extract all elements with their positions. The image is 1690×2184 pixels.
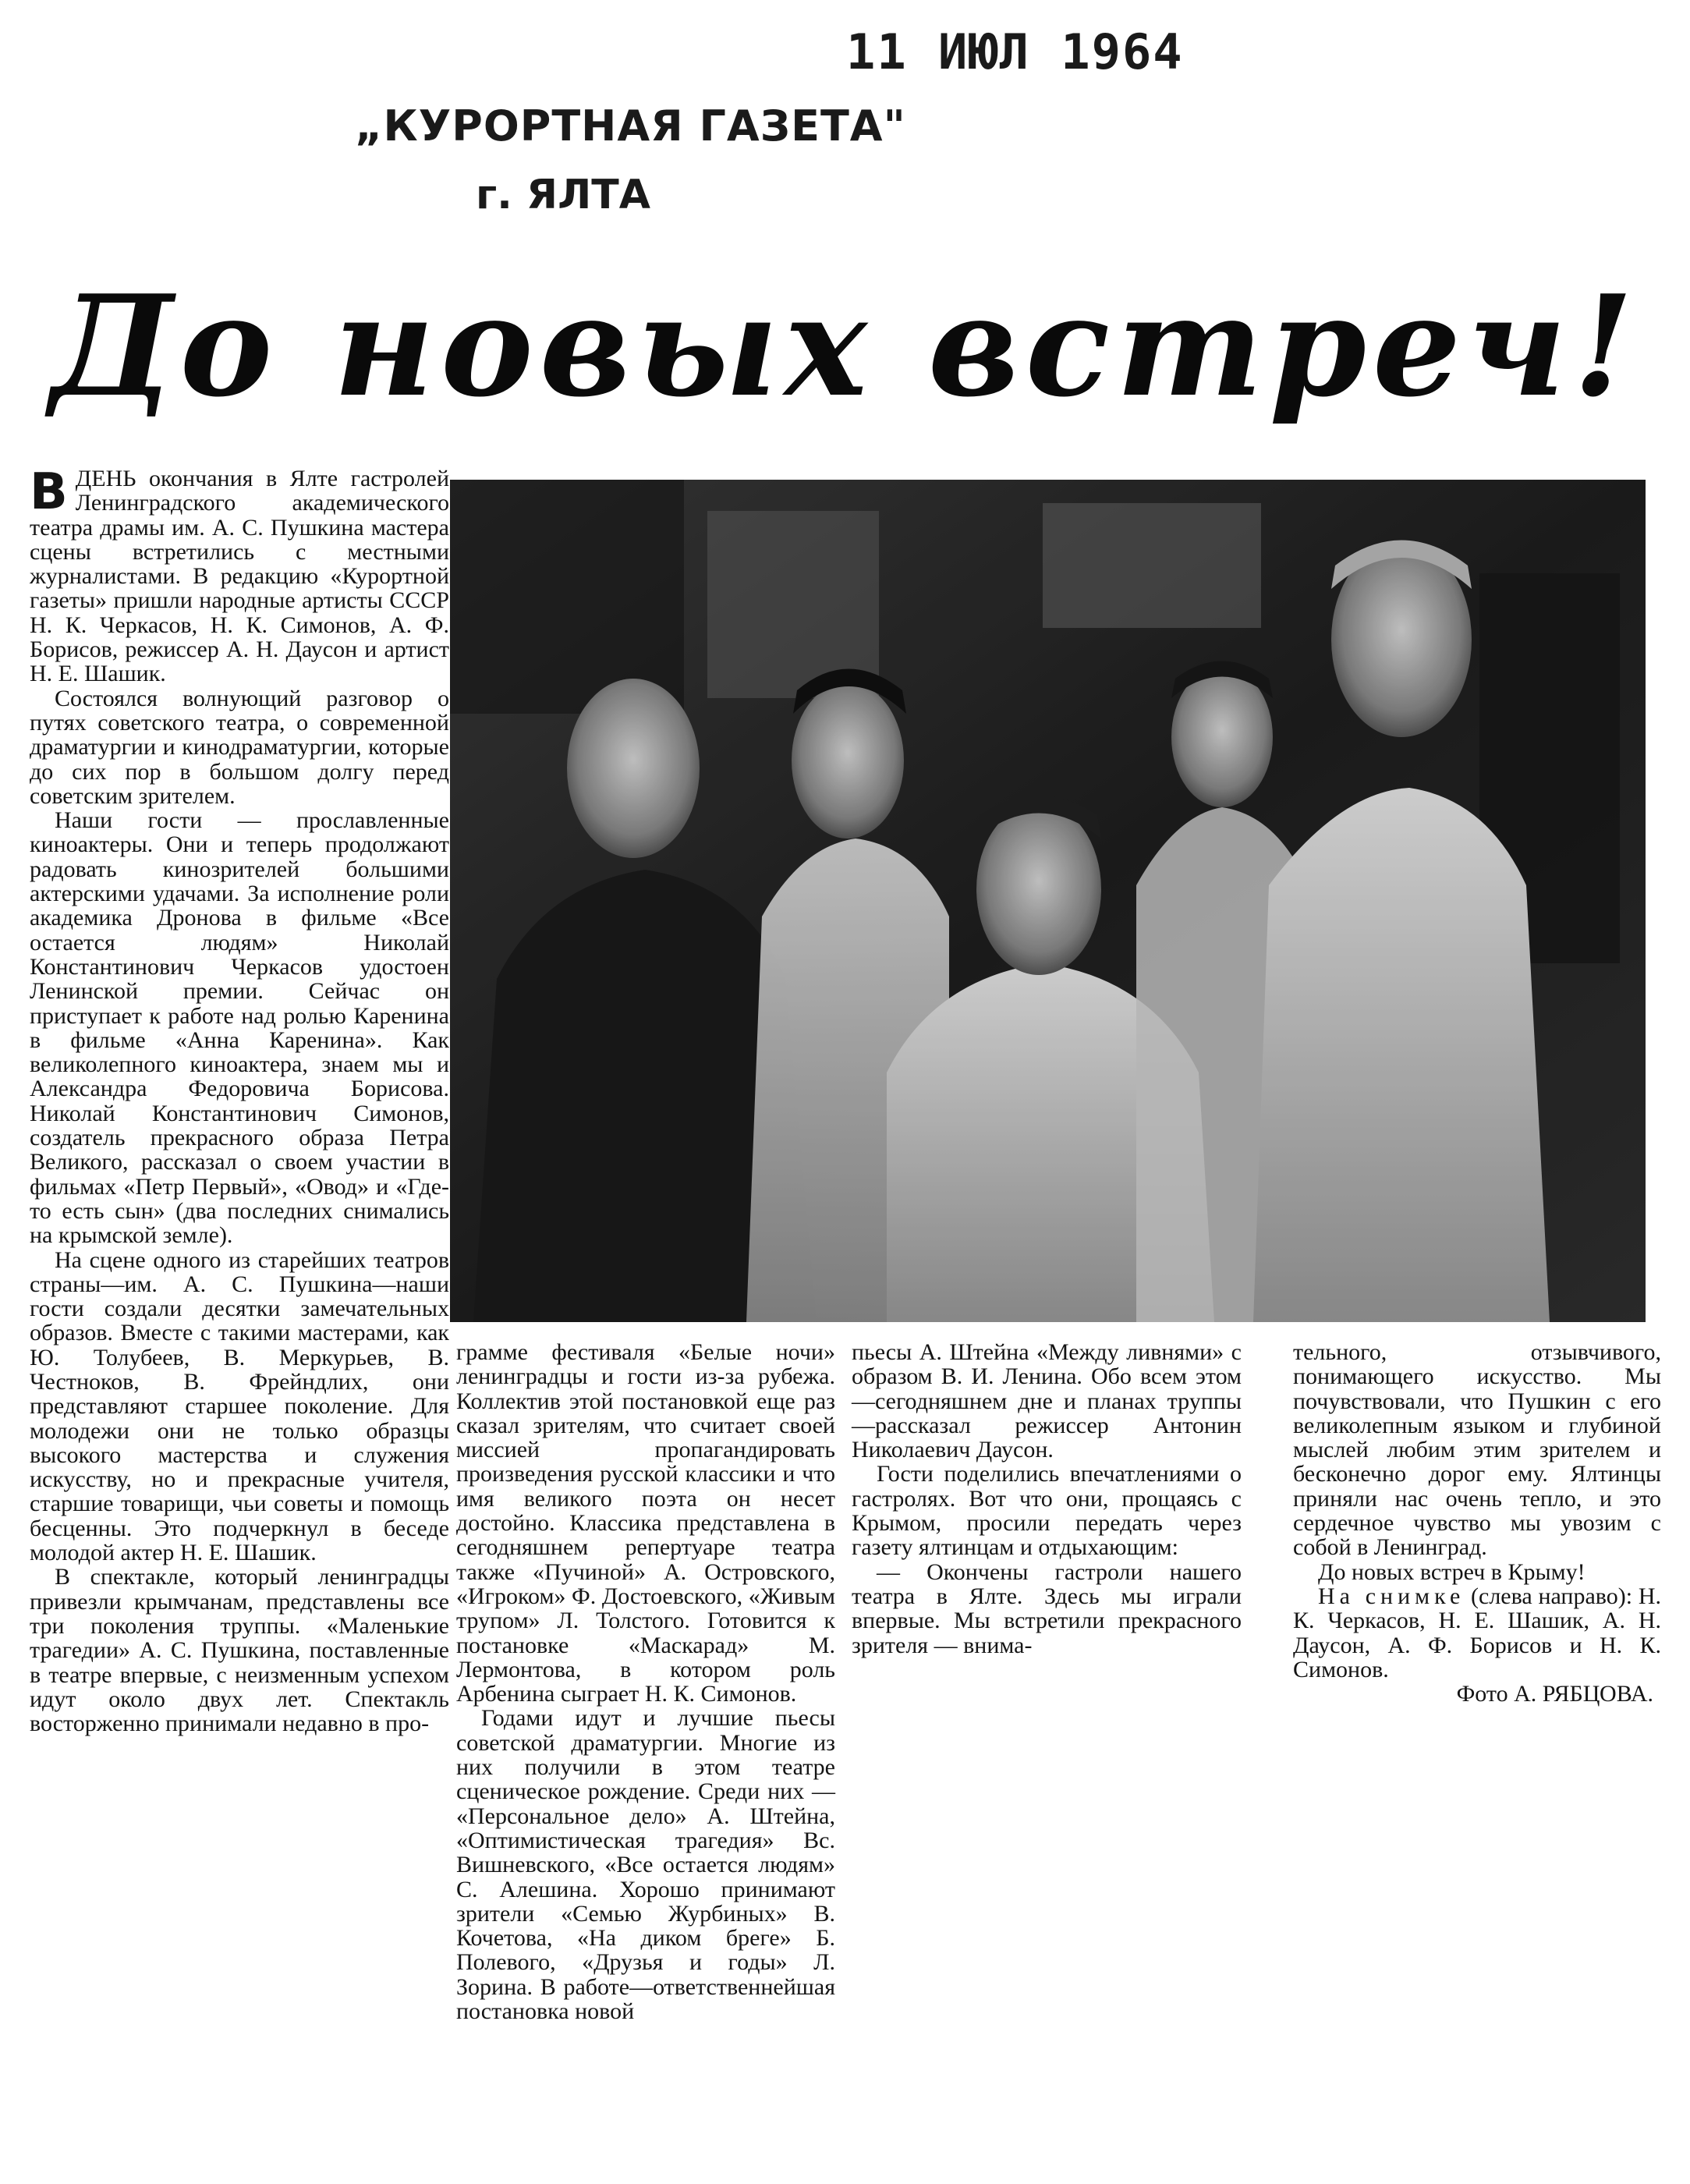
paragraph: ДЕНЬ окончания в Ялте гастролей Ленинградского академического театра драмы им. А. С. Пушкина мастера сцены встретились с местными журналистами. В редакцию «Курортной газеты» пришли народные артисты СССР Н. К. Черкасов, Н. К. Симонов, А. Ф. Борисов, режиссер А. Н. Даусон и артист Н. Е. Шашик.: [30, 466, 449, 687]
paragraph: Гости поделились впечатлениями о гастролях. Вот что они, прощаясь с Крымом, просили передать через газету ялтинцам и отдыхающим:: [852, 1461, 1242, 1561]
stamp-date: 11 ИЮЛ 1964: [846, 23, 1184, 80]
closing-line: До новых встреч в Крыму!: [1318, 1558, 1585, 1585]
stamp-city: г. ЯЛТА: [476, 172, 650, 218]
caption-lead: На снимке: [1318, 1583, 1465, 1609]
drop-cap: В: [30, 463, 68, 521]
article-column-3: [852, 1340, 1242, 1658]
stamp-newspaper-name: „КУРОРТНАЯ ГАЗЕТА": [355, 101, 906, 151]
photo-caption: [1293, 1584, 1661, 1682]
paragraph: пьесы А. Штейна «Между ливнями» с образом В. И. Ленина. Обо всем этом—сегодняшнем дне и планах труппы—рассказал режиссер Антонин Николаевич Даусон.: [852, 1339, 1242, 1463]
headline: До новых встреч!: [50, 264, 1640, 427]
caption-text: (слева направо): Н. К. Черкасов, Н. Е. Шашик, А. Н. Даусон, А. Ф. Борисов и Н. К. Симонов.: [1293, 1583, 1661, 1682]
photo-credit: Фото А. РЯБЦОВА.: [1456, 1681, 1653, 1707]
paragraph: Состоялся волнующий разговор о путях советского театра, о современной драматургии и кинодраматургии, которые до сих пор в большом долгу перед советским зрителем.: [30, 685, 449, 809]
paragraph: Наши гости — прославленные киноактеры. Они и теперь продолжают радовать кинозрителей большими актерскими удачами. За исполнение роли академика Дронова в фильме «Все остается людям» Николай Константинович Черкасов удостоен Ленинской премии. Сейчас он приступает к работе над ролью Каренина в фильме «Анна Каренина». Как великолепного киноактера, знаем мы и Александра Федоровича Борисова. Николай Константинович Симонов, создатель прекрасного образа Петра Великого, рассказал о своем участии в фильмах «Петр Первый», «Овод» и «Где-то есть сын» (два последних снимались на крымской земле).: [30, 807, 449, 1249]
article-column-2: [456, 1340, 835, 2023]
paragraph: На сцене одного из старейших театров страны—им. А. С. Пушкина—наши гости создали десятки замечательных образов. Вместе с такими мастерами, как Ю. Толубеев, В. Меркурьев, В. Честноков, В. Фрейндлих, они представляют старшее поколение. Для молодежи они не только образцы высокого мастерства и служения искусству, но и прекрасные учителя, старшие товарищи, чьи советы и помощь бесценны. Это подчеркнул в беседе молодой актер Н. Е. Шашик.: [30, 1246, 449, 1566]
article-column-1: [30, 463, 449, 1737]
paragraph: — Окончены гастроли нашего театра в Ялте. Здесь мы играли впервые. Мы встретили прекрасного зрителя — внима-: [852, 1558, 1242, 1658]
paragraph: Годами идут и лучшие пьесы советской драматургии. Многие из них получили в этом театре сценическое рождение. Среди них — «Персональное дело» А. Штейна, «Оптимистическая трагедия» Вс. Вишневского, «Все остается людям» С. Алешина. Хорошо принимают зрители «Семью Журбиных» В. Кочетова, «На диком бреге» Б. Полевого, «Друзья и годы» Л. Зорина. В работе—ответственнейшая постановка новой: [456, 1705, 835, 2025]
article-column-4: [1293, 1340, 1661, 1706]
paragraph: В спектакле, который ленинградцы привезли крымчанам, представлены все три поколения труппы. «Маленькие трагедии» А. С. Пушкина, поставленные в театре впервые, с неизменным успехом идут около двух лет. Спектакль восторженно принимали недавно в про-: [30, 1564, 449, 1737]
paragraph: грамме фестиваля «Белые ночи» ленинградцы и гости из-за рубежа. Коллектив этой постановкой еще раз сказал зрителям, что считает своей миссией пропагандировать произведения русской классики и что имя великого поэта он несет достойно. Классика представлена в сегодняшнем репертуаре театра также «Пучиной» А. Островского, «Игроком» Ф. Достоевского, «Живым трупом» Л. Толстого. Готовится к постановке «Маскарад» М. Лермонтова, в котором роль Арбенина сыграет Н. К. Симонов.: [456, 1339, 835, 1707]
paragraph: тельного, отзывчивого, понимающего искусство. Мы почувствовали, что Пушкин с его великолепным языком и глубиной мыслей любим этим зрителем и бесконечно дорог ему. Ялтинцы приняли нас очень тепло, и это сердечное чувство мы увозим с собой в Ленинград.: [1293, 1339, 1661, 1561]
group-photo-icon: [450, 480, 1646, 1322]
